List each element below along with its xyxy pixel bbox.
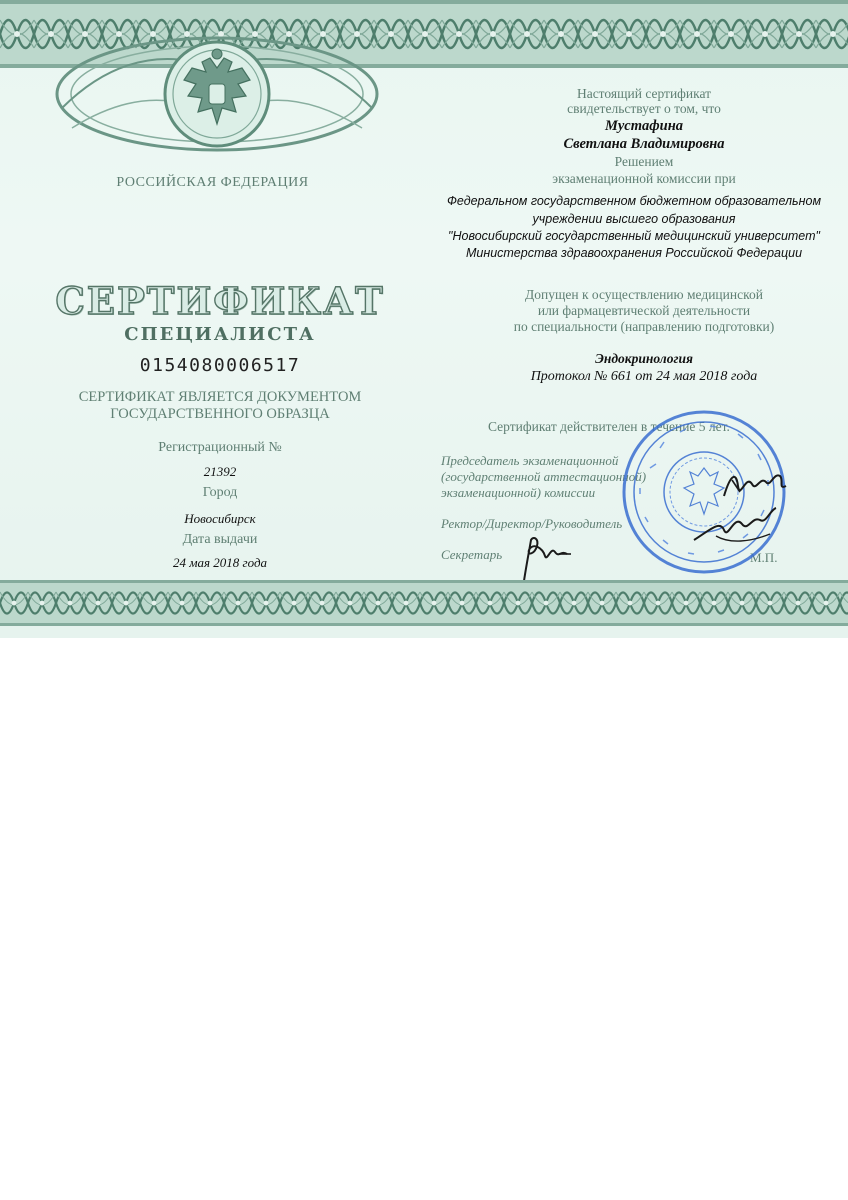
coat-of-arms-emblem-icon [52, 28, 382, 168]
city-label: Город [202, 485, 238, 500]
seal-place-label: М.П. [750, 550, 778, 565]
bottom-ornament-band [0, 580, 848, 626]
rector-signature [690, 500, 780, 550]
institution-line-4: Министерства здравоохранения Российской Федерации [465, 246, 803, 260]
serial-number: 0154080006517 [139, 355, 301, 376]
issue-date-value: 24 мая 2018 года [172, 555, 268, 570]
institution-line-2: учреждении высшего образования [532, 212, 736, 226]
registration-label: Регистрационный № [158, 440, 282, 455]
admission-line-2: или фармацевтической деятельности [537, 303, 751, 318]
admission-line-3: по специальности (направлению подготовки) [513, 319, 775, 334]
city-value: Новосибирск [184, 511, 256, 526]
certificate-subtitle: СПЕЦИАЛИСТА [124, 324, 316, 345]
country-label: РОССИЙСКАЯ ФЕДЕРАЦИЯ [116, 175, 309, 190]
intro-line-2: свидетельствует о том, что [567, 101, 721, 116]
validity-statement: Сертификат действителен в течение 5 лет. [488, 419, 730, 434]
specialty-value: Эндокринология [595, 351, 693, 366]
issue-date-label: Дата выдачи [182, 532, 258, 547]
chairman-label-line-3: экзаменационной) комиссии [441, 485, 596, 500]
document-status-line-1: СЕРТИФИКАТ ЯВЛЯЕТСЯ ДОКУМЕНТОМ [78, 389, 362, 405]
certificate-title: СЕРТИФИКАТ [55, 279, 385, 323]
secretary-label: Секретарь [441, 547, 503, 562]
holder-given-names: Светлана Владимировна [563, 136, 725, 152]
document-status-line-2: ГОСУДАРСТВЕННОГО ОБРАЗЦА [110, 406, 330, 422]
institution-line-3: "Новосибирский государственный медицинский университет" [448, 229, 820, 243]
registration-number: 21392 [203, 464, 237, 479]
intro-line-1: Настоящий сертификат [576, 86, 712, 101]
protocol-value: Протокол № 661 от 24 мая 2018 года [530, 369, 758, 384]
commission-label: экзаменационной комиссии при [552, 171, 736, 186]
institution-line-1: Федеральном государственном бюджетном образовательном [446, 194, 822, 208]
holder-surname: Мустафина [604, 118, 684, 134]
decision-label: Решением [614, 154, 674, 169]
rector-label: Ректор/Директор/Руководитель [441, 516, 623, 531]
chairman-label-line-1: Председатель экзаменационной [441, 453, 619, 468]
chairman-label-line-2: (государственной аттестационной) [441, 469, 647, 484]
admission-line-1: Допущен к осуществлению медицинской [525, 287, 763, 302]
